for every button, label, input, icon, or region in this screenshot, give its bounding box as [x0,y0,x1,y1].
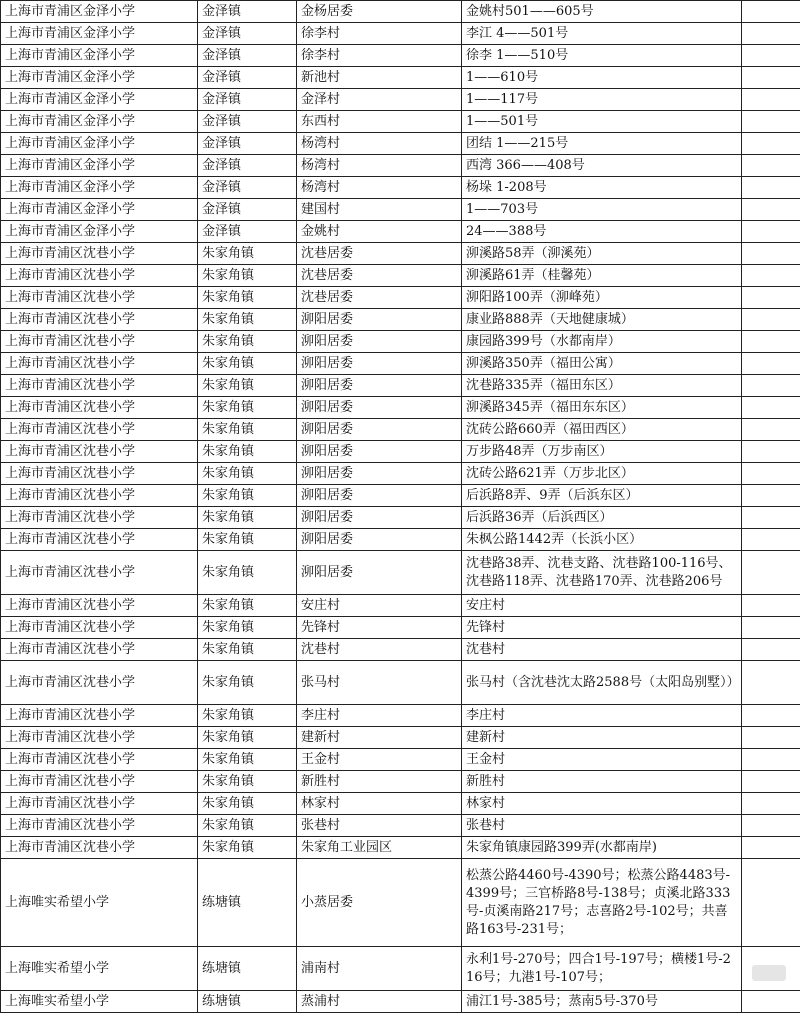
village-cell: 泖阳居委 [297,331,462,353]
village-cell: 李庄村 [297,705,462,727]
table-row [1,485,800,507]
table-row [1,375,800,397]
town-cell: 朱家角镇 [198,639,297,661]
village-cell: 徐李村 [297,45,462,67]
village-cell: 杨湾村 [297,155,462,177]
extra-cell [742,133,800,155]
school-cell: 上海市青浦区金泽小学 [1,133,198,155]
town-cell: 朱家角镇 [198,617,297,639]
town-cell: 朱家角镇 [198,265,297,287]
extra-cell [742,551,800,595]
extra-cell [742,529,800,551]
table-row [1,551,800,595]
table-body [1,1,800,1013]
address-cell: 沈砖公路621弄（万步北区） [462,463,742,485]
school-cell: 上海市青浦区金泽小学 [1,1,198,23]
village-cell: 张巷村 [297,815,462,837]
school-cell: 上海市青浦区沈巷小学 [1,507,198,529]
village-cell: 张马村 [297,661,462,705]
table-row [1,815,800,837]
extra-cell [742,661,800,705]
school-cell: 上海市青浦区沈巷小学 [1,727,198,749]
town-cell: 朱家角镇 [198,771,297,793]
address-cell: 24——388号 [462,221,742,243]
village-cell: 浦南村 [297,947,462,991]
town-cell: 朱家角镇 [198,595,297,617]
address-cell: 新胜村 [462,771,742,793]
table-row [1,287,800,309]
extra-cell [742,89,800,111]
village-cell: 新池村 [297,67,462,89]
village-cell: 建国村 [297,199,462,221]
address-cell: 1——501号 [462,111,742,133]
address-cell: 泖溪路350弄（福田公寓） [462,353,742,375]
school-cell: 上海市青浦区沈巷小学 [1,287,198,309]
town-cell: 朱家角镇 [198,287,297,309]
town-cell: 金泽镇 [198,177,297,199]
table-row [1,441,800,463]
address-cell: 泖阳路100弄（泖峰苑） [462,287,742,309]
town-cell: 金泽镇 [198,111,297,133]
address-cell: 朱枫公路1442弄（长浜小区） [462,529,742,551]
school-cell: 上海市青浦区沈巷小学 [1,243,198,265]
village-cell: 泖阳居委 [297,529,462,551]
village-cell: 沈巷居委 [297,243,462,265]
town-cell: 金泽镇 [198,221,297,243]
table-row [1,947,800,991]
address-cell: 沈巷村 [462,639,742,661]
school-cell: 上海市青浦区沈巷小学 [1,771,198,793]
table-row [1,419,800,441]
table-row [1,199,800,221]
village-cell: 泖阳居委 [297,507,462,529]
village-cell: 泖阳居委 [297,551,462,595]
village-cell: 杨湾村 [297,177,462,199]
address-cell: 泖溪路61弄（桂馨苑） [462,265,742,287]
address-cell: 西湾 366——408号 [462,155,742,177]
town-cell: 朱家角镇 [198,705,297,727]
village-cell: 金泽村 [297,89,462,111]
school-cell: 上海唯实希望小学 [1,991,198,1013]
school-cell: 上海市青浦区沈巷小学 [1,705,198,727]
village-cell: 新胜村 [297,771,462,793]
address-cell: 泖溪路58弄（泖溪苑） [462,243,742,265]
extra-cell [742,705,800,727]
table-row [1,837,800,859]
school-cell: 上海市青浦区沈巷小学 [1,749,198,771]
village-cell: 金杨居委 [297,1,462,23]
town-cell: 朱家角镇 [198,815,297,837]
school-cell: 上海市青浦区沈巷小学 [1,331,198,353]
town-cell: 朱家角镇 [198,837,297,859]
extra-cell [742,287,800,309]
village-cell: 王金村 [297,749,462,771]
school-cell: 上海市青浦区金泽小学 [1,111,198,133]
address-cell: 1——117号 [462,89,742,111]
village-cell: 小蒸居委 [297,859,462,947]
extra-cell [742,331,800,353]
town-cell: 金泽镇 [198,1,297,23]
extra-cell [742,837,800,859]
extra-cell [742,1,800,23]
school-cell: 上海市青浦区沈巷小学 [1,617,198,639]
school-cell: 上海市青浦区沈巷小学 [1,441,198,463]
village-cell: 蒸浦村 [297,991,462,1013]
town-cell: 金泽镇 [198,67,297,89]
address-cell: 沈砖公路660弄（福田西区） [462,419,742,441]
address-cell: 李庄村 [462,705,742,727]
extra-cell [742,309,800,331]
table-row [1,639,800,661]
address-cell: 李江 4——501号 [462,23,742,45]
extra-cell [742,771,800,793]
village-cell: 安庄村 [297,595,462,617]
extra-cell [742,617,800,639]
extra-cell [742,221,800,243]
school-cell: 上海市青浦区金泽小学 [1,23,198,45]
address-cell: 后浜路8弄、9弄（后浜东区） [462,485,742,507]
village-cell: 建新村 [297,727,462,749]
town-cell: 朱家角镇 [198,419,297,441]
village-cell: 徐李村 [297,23,462,45]
town-cell: 练塘镇 [198,859,297,947]
table-row [1,727,800,749]
address-cell: 徐李 1——510号 [462,45,742,67]
table-row [1,243,800,265]
school-cell: 上海市青浦区沈巷小学 [1,551,198,595]
extra-cell [742,23,800,45]
extra-cell [742,111,800,133]
table-row [1,177,800,199]
town-cell: 朱家角镇 [198,375,297,397]
extra-cell [742,793,800,815]
extra-cell [742,243,800,265]
table-row [1,859,800,947]
address-cell: 万步路48弄（万步南区） [462,441,742,463]
address-cell: 泖溪路345弄（福田东东区） [462,397,742,419]
school-cell: 上海市青浦区金泽小学 [1,155,198,177]
school-cell: 上海市青浦区沈巷小学 [1,265,198,287]
extra-cell [742,639,800,661]
extra-cell [742,177,800,199]
town-cell: 朱家角镇 [198,397,297,419]
village-cell: 泖阳居委 [297,375,462,397]
town-cell: 练塘镇 [198,991,297,1013]
address-cell: 1——610号 [462,67,742,89]
table-row [1,705,800,727]
school-cell: 上海市青浦区金泽小学 [1,221,198,243]
town-cell: 金泽镇 [198,155,297,177]
town-cell: 金泽镇 [198,199,297,221]
address-cell: 沈巷路335弄（福田东区） [462,375,742,397]
school-cell: 上海市青浦区沈巷小学 [1,661,198,705]
school-cell: 上海市青浦区沈巷小学 [1,463,198,485]
extra-cell [742,199,800,221]
table-row [1,1,800,23]
village-cell: 杨湾村 [297,133,462,155]
extra-cell [742,375,800,397]
town-cell: 朱家角镇 [198,529,297,551]
table-row [1,111,800,133]
address-cell: 安庄村 [462,595,742,617]
address-cell: 金姚村501——605号 [462,1,742,23]
village-cell: 泖阳居委 [297,463,462,485]
town-cell: 练塘镇 [198,947,297,991]
table-row [1,353,800,375]
extra-cell [742,595,800,617]
village-cell: 泖阳居委 [297,441,462,463]
address-cell: 先锋村 [462,617,742,639]
table-row [1,991,800,1013]
table-row [1,23,800,45]
watermark-icon [752,965,786,981]
village-cell: 朱家角工业园区 [297,837,462,859]
school-cell: 上海唯实希望小学 [1,859,198,947]
table-row [1,309,800,331]
school-cell: 上海市青浦区沈巷小学 [1,815,198,837]
address-cell: 浦江1号-385号；蒸南5号-370号 [462,991,742,1013]
school-cell: 上海唯实希望小学 [1,947,198,991]
village-cell: 先锋村 [297,617,462,639]
address-cell: 张马村（含沈巷沈太路2588号（太阳岛别墅）） [462,661,742,705]
extra-cell [742,45,800,67]
extra-cell [742,265,800,287]
town-cell: 朱家角镇 [198,507,297,529]
school-cell: 上海市青浦区沈巷小学 [1,375,198,397]
address-cell: 杨垛 1-208号 [462,177,742,199]
table-row [1,617,800,639]
table-row [1,89,800,111]
school-cell: 上海市青浦区沈巷小学 [1,485,198,507]
address-cell: 后浜路36弄（后浜西区） [462,507,742,529]
town-cell: 朱家角镇 [198,793,297,815]
village-cell: 泖阳居委 [297,309,462,331]
town-cell: 朱家角镇 [198,551,297,595]
table-row [1,397,800,419]
village-cell: 沈巷居委 [297,287,462,309]
school-cell: 上海市青浦区沈巷小学 [1,639,198,661]
table-row [1,67,800,89]
extra-cell [742,749,800,771]
school-cell: 上海市青浦区金泽小学 [1,45,198,67]
town-cell: 金泽镇 [198,133,297,155]
school-cell: 上海市青浦区沈巷小学 [1,419,198,441]
extra-cell [742,397,800,419]
address-cell: 建新村 [462,727,742,749]
village-cell: 东西村 [297,111,462,133]
address-cell: 林家村 [462,793,742,815]
table-row [1,507,800,529]
extra-cell [742,353,800,375]
table-row [1,45,800,67]
town-cell: 朱家角镇 [198,441,297,463]
extra-cell [742,441,800,463]
school-cell: 上海市青浦区沈巷小学 [1,353,198,375]
table-row [1,771,800,793]
village-cell: 泖阳居委 [297,485,462,507]
table-row [1,793,800,815]
town-cell: 朱家角镇 [198,727,297,749]
village-cell: 沈巷村 [297,639,462,661]
table-row [1,595,800,617]
school-cell: 上海市青浦区沈巷小学 [1,595,198,617]
town-cell: 朱家角镇 [198,463,297,485]
extra-cell [742,727,800,749]
town-cell: 金泽镇 [198,45,297,67]
extra-cell [742,155,800,177]
town-cell: 朱家角镇 [198,661,297,705]
town-cell: 朱家角镇 [198,749,297,771]
address-cell: 朱家角镇康园路399弄(水都南岸) [462,837,742,859]
extra-cell [742,67,800,89]
address-cell: 松蒸公路4460号-4390号；松蒸公路4483号-4399号；三官桥路8号-138号；贞溪北路333号-贞溪南路217号；志喜路2号-102号；共喜路163号-231号； [462,859,742,947]
address-cell: 张巷村 [462,815,742,837]
table-row [1,661,800,705]
extra-cell [742,463,800,485]
town-cell: 朱家角镇 [198,485,297,507]
village-cell: 泖阳居委 [297,353,462,375]
extra-cell [742,815,800,837]
village-cell: 林家村 [297,793,462,815]
table-row [1,265,800,287]
extra-cell [742,991,800,1013]
extra-cell [742,859,800,947]
school-cell: 上海市青浦区沈巷小学 [1,309,198,331]
village-cell: 泖阳居委 [297,419,462,441]
town-cell: 金泽镇 [198,23,297,45]
school-cell: 上海市青浦区金泽小学 [1,177,198,199]
address-cell: 永利1号-270号；四合1号-197号；横楼1号-216号；九港1号-107号； [462,947,742,991]
school-cell: 上海市青浦区沈巷小学 [1,793,198,815]
town-cell: 金泽镇 [198,89,297,111]
school-cell: 上海市青浦区金泽小学 [1,67,198,89]
school-cell: 上海市青浦区沈巷小学 [1,529,198,551]
village-cell: 泖阳居委 [297,397,462,419]
school-cell: 上海市青浦区沈巷小学 [1,837,198,859]
table-row [1,463,800,485]
table-row [1,221,800,243]
address-cell: 团结 1——215号 [462,133,742,155]
school-cell: 上海市青浦区金泽小学 [1,89,198,111]
town-cell: 朱家角镇 [198,331,297,353]
school-cell: 上海市青浦区金泽小学 [1,199,198,221]
extra-cell [742,419,800,441]
town-cell: 朱家角镇 [198,309,297,331]
table-row [1,133,800,155]
extra-cell [742,485,800,507]
town-cell: 朱家角镇 [198,243,297,265]
table-row [1,749,800,771]
village-cell: 沈巷居委 [297,265,462,287]
table-row [1,155,800,177]
address-cell: 1——703号 [462,199,742,221]
school-cell: 上海市青浦区沈巷小学 [1,397,198,419]
village-cell: 金姚村 [297,221,462,243]
address-cell: 康园路399号（水都南岸） [462,331,742,353]
table-row [1,331,800,353]
table-row [1,529,800,551]
address-cell: 康业路888弄（天地健康城） [462,309,742,331]
address-cell: 王金村 [462,749,742,771]
town-cell: 朱家角镇 [198,353,297,375]
address-cell: 沈巷路38弄、沈巷支路、沈巷路100-116号、沈巷路118弄、沈巷路170弄、沈巷路206号 [462,551,742,595]
extra-cell [742,507,800,529]
